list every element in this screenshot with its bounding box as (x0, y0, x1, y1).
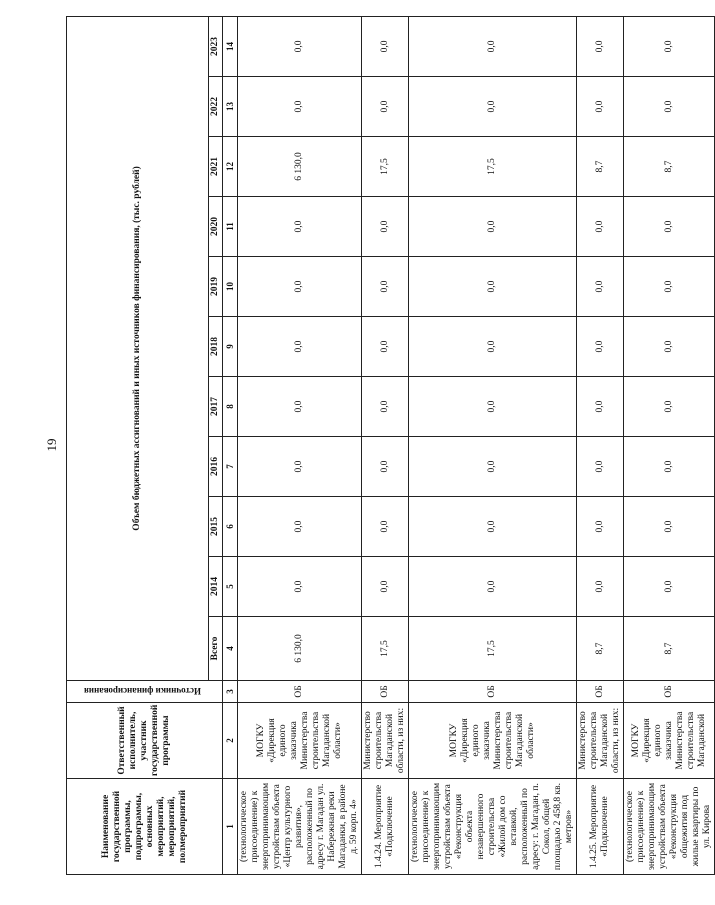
table-row (409, 16, 577, 874)
row-value-2020: 0,0 (238, 197, 362, 257)
row-value-2021: 6 130,0 (238, 137, 362, 197)
row-value-2023: 0,0 (409, 16, 577, 76)
row-value-2021: 8,7 (624, 137, 715, 197)
header-year-2014: 2014 (209, 557, 223, 617)
row-value-2021: 8,7 (577, 137, 624, 197)
row-value-2021: 17,5 (362, 137, 409, 197)
row-total: 8,7 (577, 617, 624, 681)
header-year-2021: 2021 (209, 137, 223, 197)
header-year-2015: 2015 (209, 497, 223, 557)
row-value-2022: 0,0 (577, 77, 624, 137)
row-value-2015: 0,0 (624, 497, 715, 557)
row-value-2018: 0,0 (238, 317, 362, 377)
row-value-2023: 0,0 (624, 16, 715, 76)
row-value-2014: 0,0 (624, 557, 715, 617)
row-value-2017: 0,0 (624, 377, 715, 437)
row-value-2019: 0,0 (577, 257, 624, 317)
budget-table (66, 16, 715, 875)
row-value-2023: 0,0 (362, 16, 409, 76)
header-year-2017: 2017 (209, 377, 223, 437)
column-index: 11 (223, 197, 238, 257)
row-executor: МОГКУ «Дирекция единого заказчика Министерства строительства Магаданской области» (238, 703, 362, 779)
row-total: 17,5 (362, 617, 409, 681)
row-value-2018: 0,0 (409, 317, 577, 377)
column-index: 4 (223, 617, 238, 681)
row-executor: Министерство строительства Магаданской области, из них: (577, 703, 624, 779)
row-executor: Министерство строительства Магаданской области, из них: (362, 703, 409, 779)
header-funding-source-text: Источники финансирования (84, 686, 201, 697)
table-row (577, 16, 624, 874)
column-index-row (223, 16, 238, 874)
row-value-2015: 0,0 (409, 497, 577, 557)
header-year-2016: 2016 (209, 437, 223, 497)
row-value-2020: 0,0 (577, 197, 624, 257)
row-value-2017: 0,0 (238, 377, 362, 437)
row-value-2020: 0,0 (362, 197, 409, 257)
row-program-name: (технологическое присоединение) к энергопринимающим устройствам объекта «Реконструкция общежития под жилые квартиры по ул. Кирова (624, 779, 715, 875)
row-value-2014: 0,0 (577, 557, 624, 617)
header-year-2019: 2019 (209, 257, 223, 317)
row-program-name: (технологическое присоединение) к энергопринимающим устройствам объекта «Центр культурного развития», расположенный по адресу г. Магадан ул. Набережная реки Магаданки, в районе д. 59 корп. 4» (238, 779, 362, 875)
row-value-2022: 0,0 (238, 77, 362, 137)
column-index: 7 (223, 437, 238, 497)
header-year-2023: 2023 (209, 16, 223, 76)
row-source: ОБ (362, 681, 409, 703)
row-value-2015: 0,0 (362, 497, 409, 557)
row-source: ОБ (238, 681, 362, 703)
row-value-2018: 0,0 (362, 317, 409, 377)
header-year-2018: 2018 (209, 317, 223, 377)
row-value-2019: 0,0 (238, 257, 362, 317)
row-program-name: 1.4.25. Мероприятие «Подключение (577, 779, 624, 875)
row-value-2017: 0,0 (362, 377, 409, 437)
row-total: 17,5 (409, 617, 577, 681)
column-index: 13 (223, 77, 238, 137)
header-total: Всего (209, 617, 223, 681)
row-value-2017: 0,0 (577, 377, 624, 437)
row-source: ОБ (409, 681, 577, 703)
row-value-2018: 0,0 (624, 317, 715, 377)
column-index: 3 (223, 681, 238, 703)
header-year-2020: 2020 (209, 197, 223, 257)
row-value-2015: 0,0 (238, 497, 362, 557)
row-value-2018: 0,0 (577, 317, 624, 377)
header-funding-source (67, 681, 223, 703)
row-value-2016: 0,0 (362, 437, 409, 497)
row-executor: МОГКУ «Дирекция единого заказчика Министерства строительства Магаданской (624, 703, 715, 779)
row-value-2022: 0,0 (409, 77, 577, 137)
row-value-2016: 0,0 (624, 437, 715, 497)
column-index: 8 (223, 377, 238, 437)
row-total: 6 130,0 (238, 617, 362, 681)
row-value-2019: 0,0 (409, 257, 577, 317)
column-index: 2 (223, 703, 238, 779)
row-value-2023: 0,0 (577, 16, 624, 76)
row-value-2014: 0,0 (238, 557, 362, 617)
table-row (624, 16, 715, 874)
row-total: 8,7 (624, 617, 715, 681)
column-index: 9 (223, 317, 238, 377)
column-index: 14 (223, 16, 238, 76)
budget-table-sheet (66, 17, 712, 875)
row-value-2016: 0,0 (577, 437, 624, 497)
row-value-2020: 0,0 (409, 197, 577, 257)
row-executor: МОГКУ «Дирекция единого заказчика Министерства строительства Магаданской области» (409, 703, 577, 779)
row-program-name: (технологическое присоединение) к энергопринимающим устройствам объекта «Реконструкция объекта незавершенного строительства «Жилой дом со вставкой, расположенный по адресу: г. Магадан, п. Сокол, общей площадью 2 458,8 кв. метров» (409, 779, 577, 875)
row-value-2023: 0,0 (238, 16, 362, 76)
row-value-2015: 0,0 (577, 497, 624, 557)
row-value-2022: 0,0 (624, 77, 715, 137)
column-index: 6 (223, 497, 238, 557)
row-value-2016: 0,0 (238, 437, 362, 497)
column-index: 1 (223, 779, 238, 875)
column-index: 12 (223, 137, 238, 197)
row-value-2016: 0,0 (409, 437, 577, 497)
row-program-name: 1.4.24. Мероприятие «Подключение (362, 779, 409, 875)
row-source: ОБ (577, 681, 624, 703)
column-index: 10 (223, 257, 238, 317)
row-source: ОБ (624, 681, 715, 703)
column-index: 5 (223, 557, 238, 617)
row-value-2021: 17,5 (409, 137, 577, 197)
table-row (362, 16, 409, 874)
row-value-2022: 0,0 (362, 77, 409, 137)
page-number: 19 (44, 438, 59, 452)
row-value-2019: 0,0 (362, 257, 409, 317)
table-row (238, 16, 362, 874)
header-funding-volume: Объем бюджетных ассигнований и иных источников финансирования, (тыс. рублей) (67, 16, 209, 680)
row-value-2014: 0,0 (362, 557, 409, 617)
header-executor: Ответственный исполнитель, участник государственной программы (67, 703, 223, 779)
row-value-2020: 0,0 (624, 197, 715, 257)
row-value-2014: 0,0 (409, 557, 577, 617)
header-program-name: Наименование государственной программы, подпрограммы, основных мероприятий, мероприятий, полмероприятий (67, 779, 223, 875)
row-value-2017: 0,0 (409, 377, 577, 437)
row-value-2019: 0,0 (624, 257, 715, 317)
header-year-2022: 2022 (209, 77, 223, 137)
